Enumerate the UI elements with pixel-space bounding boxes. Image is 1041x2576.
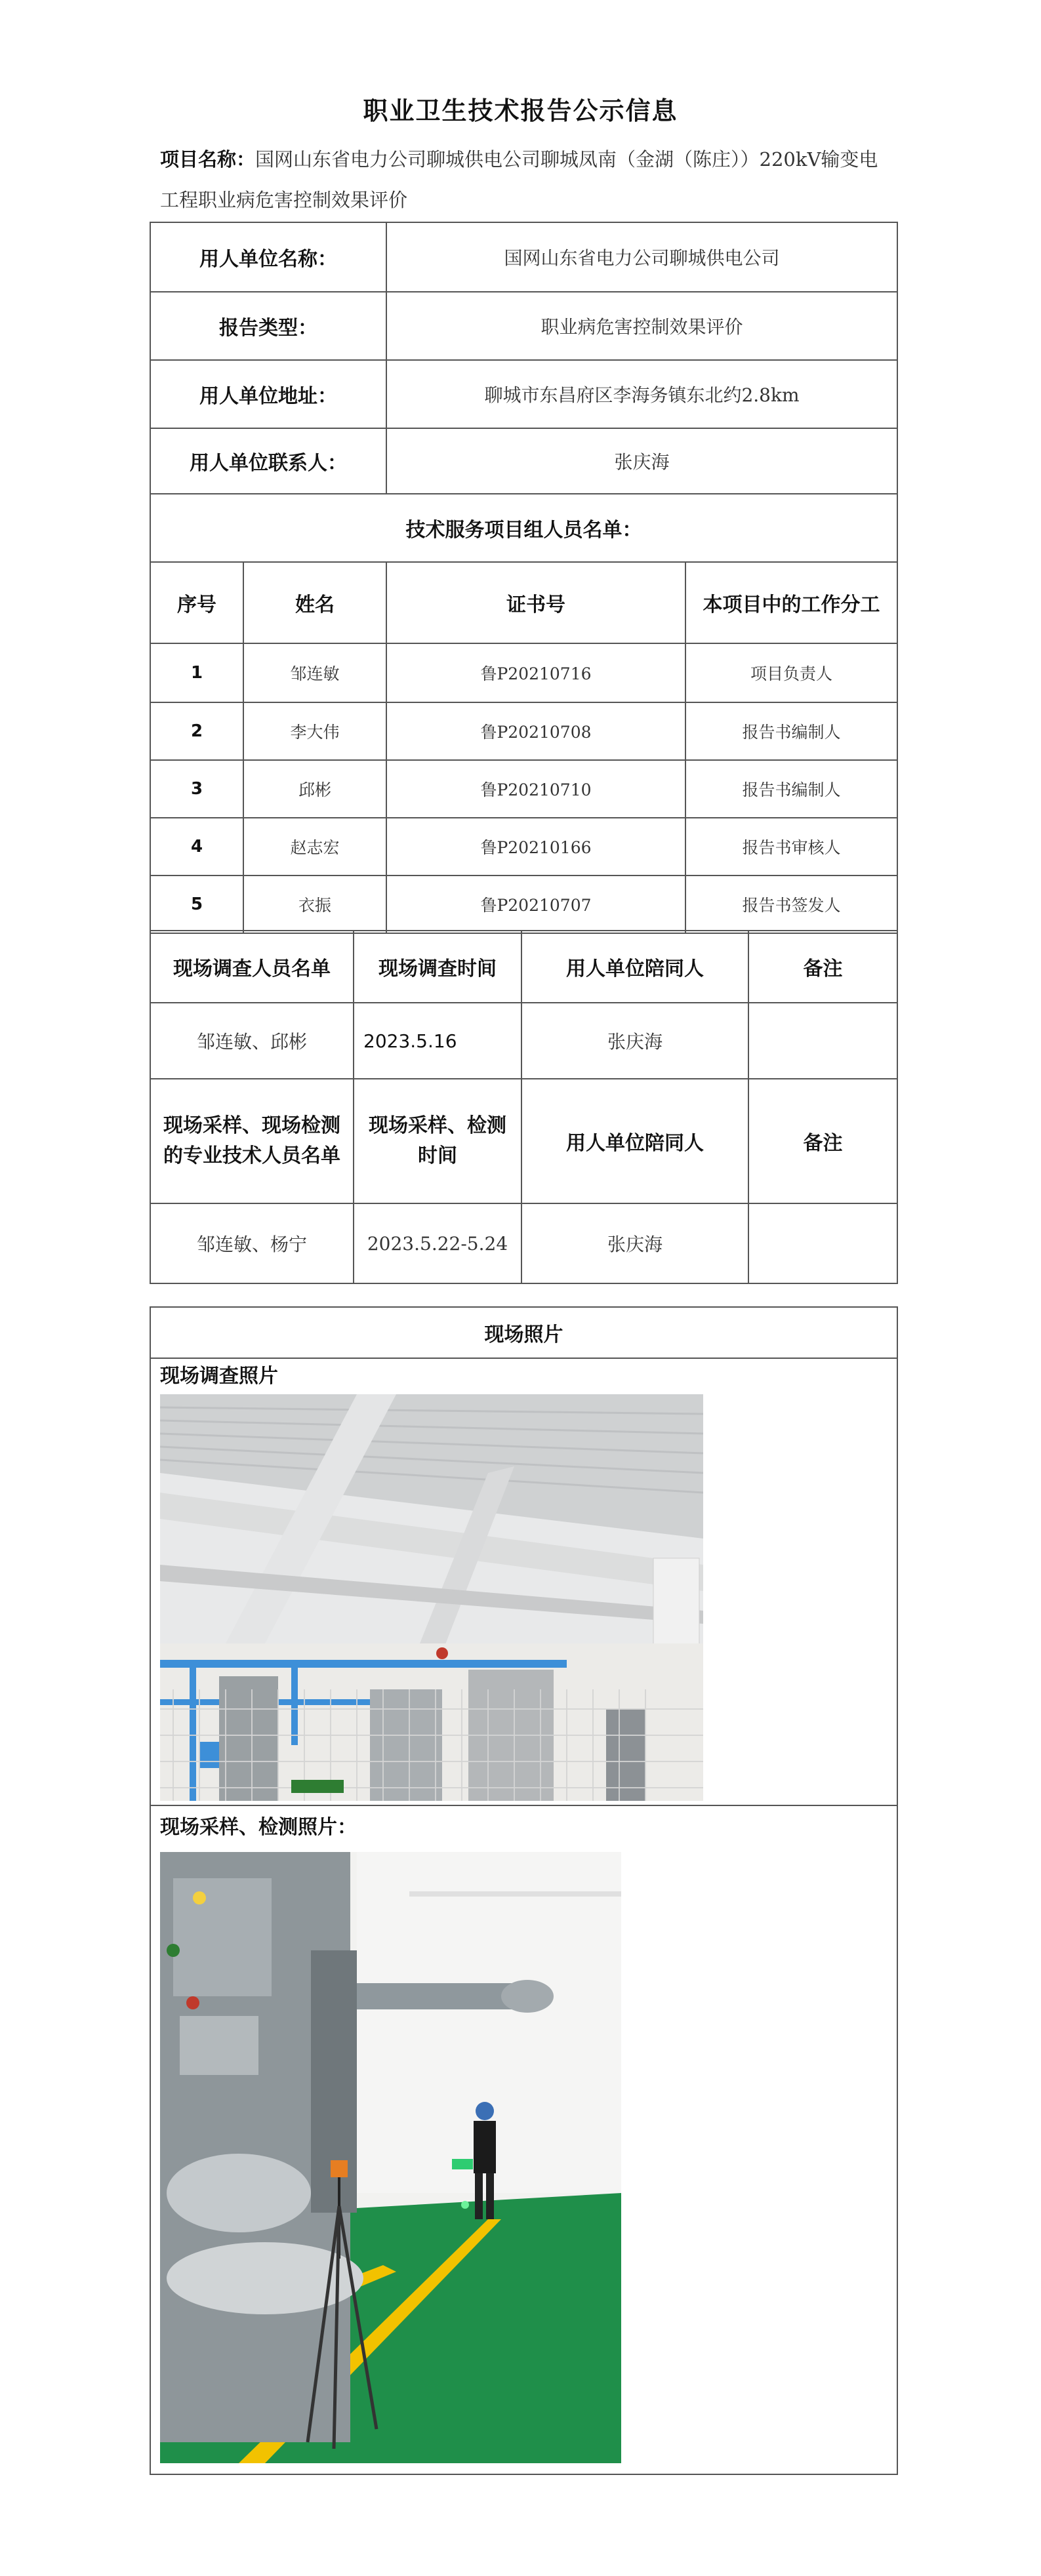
sampling-photo bbox=[160, 1852, 621, 2463]
row-role: 项目负责人 bbox=[685, 643, 897, 702]
info-value: 聊城市东昌府区李海务镇东北约2.8km bbox=[386, 360, 897, 428]
sampling-header: 备注 bbox=[748, 1079, 897, 1203]
sampling-escort: 张庆海 bbox=[521, 1203, 748, 1283]
sampling-photo-image bbox=[160, 1852, 621, 2463]
survey-photo bbox=[160, 1394, 703, 1801]
sampling-header: 现场采样、现场检测的专业技术人员名单 bbox=[150, 1079, 354, 1203]
team-header: 证书号 bbox=[386, 562, 685, 643]
row-no: 3 bbox=[150, 760, 243, 818]
survey-header: 现场调查时间 bbox=[354, 931, 521, 1003]
row-role: 报告书编制人 bbox=[685, 760, 897, 818]
info-table bbox=[150, 222, 898, 934]
table-row bbox=[150, 1203, 897, 1283]
row-cert: 鲁P20210710 bbox=[386, 760, 685, 818]
row-role: 报告书审核人 bbox=[685, 818, 897, 875]
info-label: 报告类型： bbox=[150, 292, 386, 360]
row-cert: 鲁P20210166 bbox=[386, 818, 685, 875]
survey-time: 2023.5.16 bbox=[354, 1003, 521, 1079]
row-cert: 鲁P20210707 bbox=[386, 875, 685, 933]
survey-header: 备注 bbox=[748, 931, 897, 1003]
info-row bbox=[150, 292, 897, 360]
project-name bbox=[160, 139, 895, 220]
row-name: 邹连敏 bbox=[243, 643, 386, 702]
row-no: 1 bbox=[150, 643, 243, 702]
row-no: 4 bbox=[150, 818, 243, 875]
info-label: 用人单位联系人： bbox=[150, 428, 386, 494]
row-name: 李大伟 bbox=[243, 702, 386, 760]
row-cert: 鲁P20210708 bbox=[386, 702, 685, 760]
survey-people: 邹连敏、邱彬 bbox=[150, 1003, 354, 1079]
project-label: 项目名称： bbox=[160, 148, 256, 171]
survey-table bbox=[150, 930, 898, 1284]
info-row bbox=[150, 222, 897, 292]
page-title: 职业卫生技术报告公示信息 bbox=[363, 96, 678, 125]
info-label: 用人单位地址： bbox=[150, 360, 386, 428]
info-value: 张庆海 bbox=[386, 428, 897, 494]
team-header-row bbox=[150, 562, 897, 643]
row-no: 5 bbox=[150, 875, 243, 933]
row-role: 报告书签发人 bbox=[685, 875, 897, 933]
project-value: 国网山东省电力公司聊城供电公司聊城凤南（金湖（陈庄））220kV输变电工程职业病危害控制效果评价 bbox=[160, 148, 878, 211]
team-heading: 技术服务项目组人员名单： bbox=[150, 494, 897, 562]
table-row bbox=[150, 1003, 897, 1079]
info-row bbox=[150, 360, 897, 428]
row-cert: 鲁P20210716 bbox=[386, 643, 685, 702]
sampling-photo-cell bbox=[150, 1805, 897, 2474]
info-value: 职业病危害控制效果评价 bbox=[386, 292, 897, 360]
row-role: 报告书编制人 bbox=[685, 702, 897, 760]
survey-photo-image bbox=[160, 1394, 703, 1801]
sampling-header: 用人单位陪同人 bbox=[521, 1079, 748, 1203]
survey-photo-cell bbox=[150, 1358, 897, 1805]
survey-header: 现场调查人员名单 bbox=[150, 931, 354, 1003]
team-header: 姓名 bbox=[243, 562, 386, 643]
sampling-header: 现场采样、检测时间 bbox=[354, 1079, 521, 1203]
sampling-time: 2023.5.22-5.24 bbox=[354, 1203, 521, 1283]
sampling-photo-label: 现场采样、检测照片： bbox=[160, 1816, 357, 1839]
photos-table bbox=[150, 1306, 898, 2475]
sampling-people: 邹连敏、杨宁 bbox=[150, 1203, 354, 1283]
row-name: 邱彬 bbox=[243, 760, 386, 818]
table-row bbox=[150, 643, 897, 702]
team-header: 序号 bbox=[150, 562, 243, 643]
table-row bbox=[150, 875, 897, 933]
table-row bbox=[150, 818, 897, 875]
info-value: 国网山东省电力公司聊城供电公司 bbox=[386, 222, 897, 292]
team-header: 本项目中的工作分工 bbox=[685, 562, 897, 643]
table-row bbox=[150, 760, 897, 818]
survey-note bbox=[748, 1003, 897, 1079]
survey-header: 用人单位陪同人 bbox=[521, 931, 748, 1003]
survey-escort: 张庆海 bbox=[521, 1003, 748, 1079]
info-row bbox=[150, 428, 897, 494]
row-no: 2 bbox=[150, 702, 243, 760]
photos-heading: 现场照片 bbox=[150, 1307, 897, 1358]
table-row bbox=[150, 702, 897, 760]
row-name: 衣振 bbox=[243, 875, 386, 933]
info-label: 用人单位名称： bbox=[150, 222, 386, 292]
row-name: 赵志宏 bbox=[243, 818, 386, 875]
sampling-note bbox=[748, 1203, 897, 1283]
survey-photo-label: 现场调查照片 bbox=[160, 1365, 278, 1388]
